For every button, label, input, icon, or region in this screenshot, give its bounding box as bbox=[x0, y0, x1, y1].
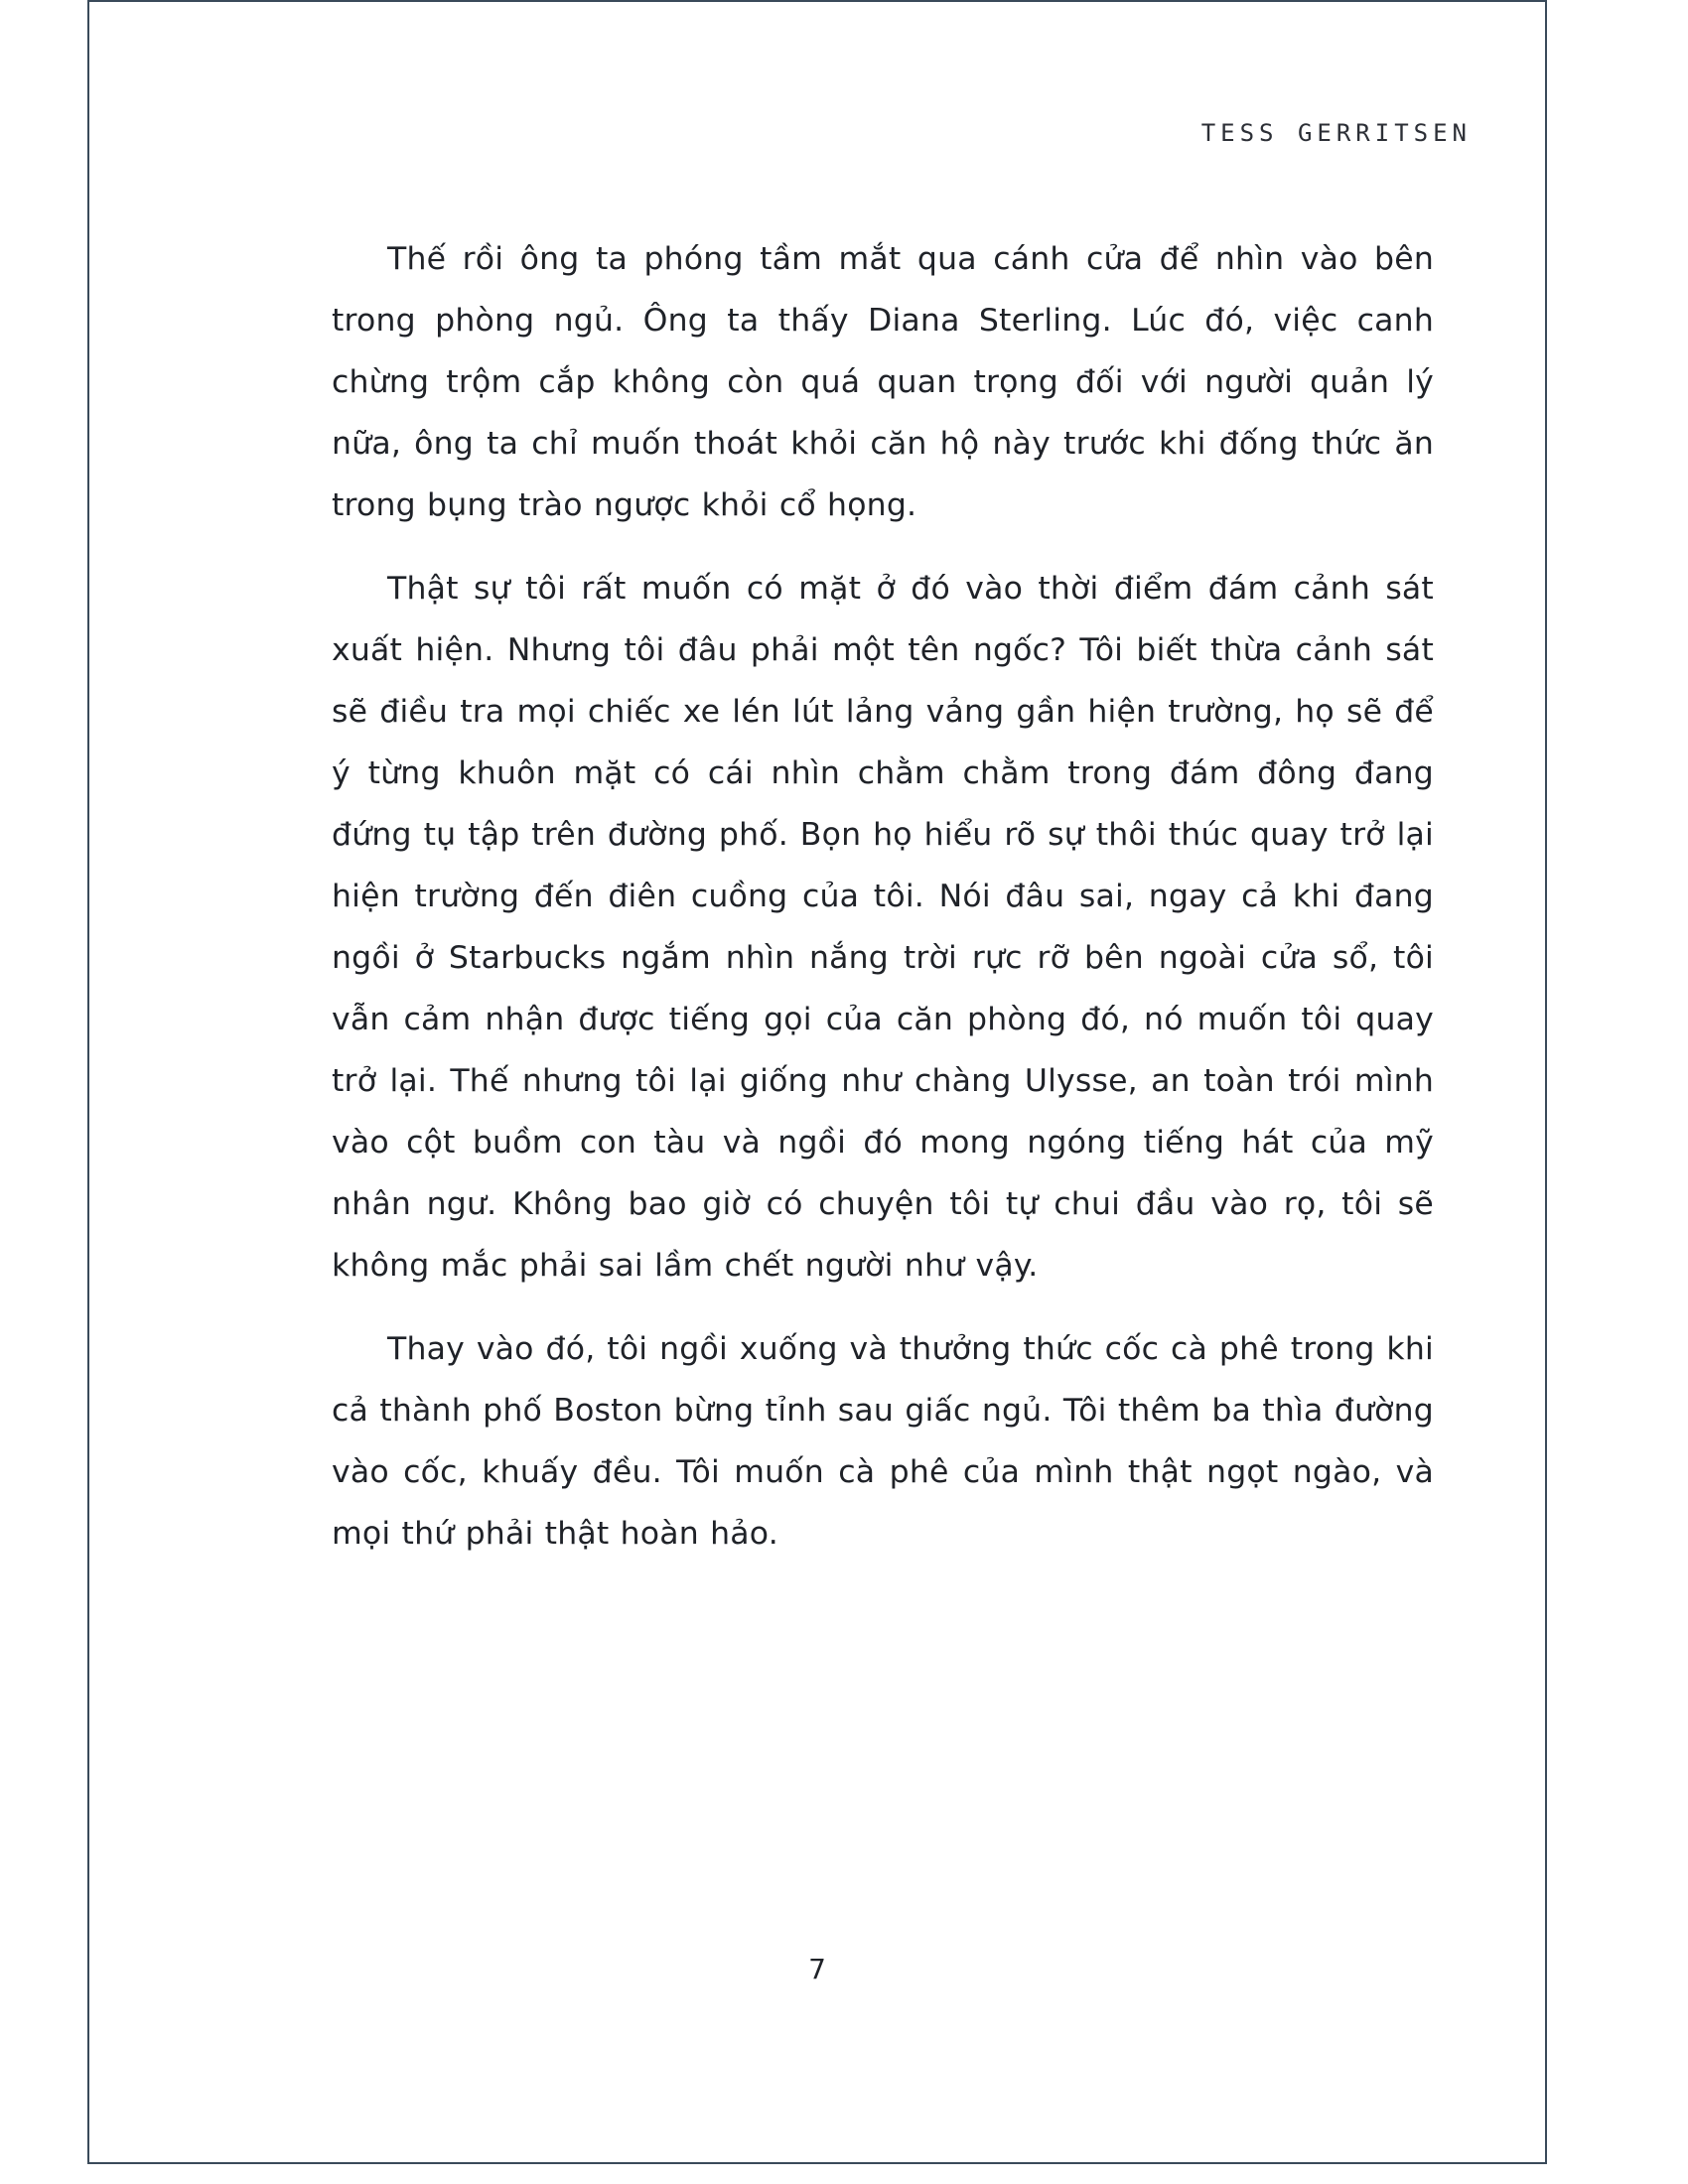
page-number: 7 bbox=[808, 1953, 826, 1985]
paragraph: Thật sự tôi rất muốn có mặt ở đó vào thời điểm đám cảnh sát xuất hiện. Nhưng tôi đâu phải một tên ngốc? Tôi biết thừa cảnh sát sẽ điều tra mọi chiếc xe lén lút lảng vảng gần hiện trường, họ sẽ để ý từng khuôn mặt có cái nhìn chằm chằm trong đám đông đang đứng tụ tập trên đường phố. Bọn họ hiểu rõ sự thôi thúc quay trở lại hiện trường đến điên cuồng của tôi. Nói đâu sai, ngay cả khi đang ngồi ở Starbucks ngắm nhìn nắng trời rực rỡ bên ngoài cửa sổ, tôi vẫn cảm nhận được tiếng gọi của căn phòng đó, nó muốn tôi quay trở lại. Thế nhưng tôi lại giống như chàng Ulysse, an toàn trói mình vào cột buồm con tàu và ngồi đó mong ngóng tiếng hát của mỹ nhân ngư. Không bao giờ có chuyện tôi tự chui đầu vào rọ, tôi sẽ không mắc phải sai lầm chết người như vậy. bbox=[332, 571, 1434, 1284]
paragraph: Thay vào đó, tôi ngồi xuống và thưởng thức cốc cà phê trong khi cả thành phố Boston bừng tỉnh sau giấc ngủ. Tôi thêm ba thìa đường vào cốc, khuấy đều. Tôi muốn cà phê của mình thật ngọt ngào, và mọi thứ phải thật hoàn hảo. bbox=[332, 1331, 1434, 1552]
paragraph: Thế rồi ông ta phóng tầm mắt qua cánh cửa để nhìn vào bên trong phòng ngủ. Ông ta thấy Diana Sterling. Lúc đó, việc canh chừng trộm cắp không còn quá quan trọng đối với người quản lý nữa, ông ta chỉ muốn thoát khỏi căn hộ này trước khi đống thức ăn trong bụng trào ngược khỏi cổ họng. bbox=[332, 241, 1434, 523]
book-page bbox=[87, 0, 1547, 2164]
body-text bbox=[332, 228, 1434, 1565]
running-head-author: TESS GERRITSEN bbox=[1200, 119, 1472, 147]
